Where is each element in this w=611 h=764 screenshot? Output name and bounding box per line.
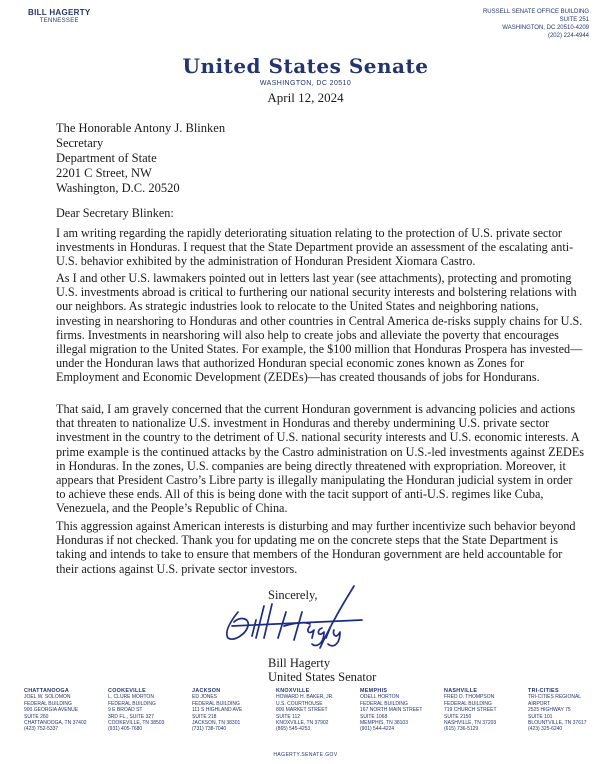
recipient-address: [56, 121, 225, 196]
office-line: FEDERAL BUILDING: [108, 700, 156, 707]
office-line: (423) 325-6240: [528, 726, 563, 733]
office-city: CHATTANOOGA: [24, 688, 70, 694]
letterhead-title: United States Senate: [182, 54, 429, 78]
office-line: FRED D. THOMPSON: [444, 694, 495, 701]
office-line: HOWARD H. BAKER, JR.: [276, 694, 334, 701]
salutation: Dear Secretary Blinken:: [56, 206, 174, 220]
office-line: BLOUNTVILLE, TN 37617: [528, 720, 587, 727]
office-line: SUITE 112: [276, 713, 301, 720]
office-line: L. CLURE MORTON: [108, 694, 154, 701]
paragraph-text: As I and other U.S. lawmakers pointed out in letters last year (see attachments), protecting and promoting U.S. investments abroad is critical to furthering our national security interests and bolstering relations with our neighbors. As strategic industries look to relocate to the United States and neighboring nations, investing in nearshoring to Honduras and other countries in Central America de-risks supply chains for U.S. firms. Investments in nearshoring will also help to create jobs and alleviate the poverty that encourages illegal migration to the United States. For example, the $100 million that Honduras Prospera has invested—under the Honduran laws that authorized Honduran special economic zones known as Zones for Employment and Economic Development (ZEDEs)—has created thousands of jobs for Hondurans.: [56, 271, 583, 385]
office-line: JOEL W. SOLOMON: [24, 694, 71, 701]
office-line: ED JONES: [192, 694, 218, 701]
office-block: [192, 688, 268, 733]
letterhead-city: WASHINGTON, DC 20510: [259, 80, 352, 87]
office-city: KNOXVILLE: [276, 688, 310, 694]
senator-header: [28, 8, 91, 24]
office-line: (901) 544-4224: [360, 726, 395, 733]
recipient-line: Secretary: [56, 136, 104, 150]
office-line: SUITE 101: [528, 713, 553, 720]
office-city: MEMPHIS: [360, 688, 388, 694]
paragraph-text: This aggression against American interests is disturbing and may further incentivize such behavior beyond Honduras if not checked. Thank you for updating me on the concrete steps that the State Department is taking and intends to take to ensure that members of the Honduran government are held accountable for their actions against U.S. private sector investors.: [56, 519, 576, 576]
office-line: CHATTANOOGA, TN 37402: [24, 720, 87, 727]
recipient-line: 2201 C Street, NW: [56, 166, 152, 180]
office-line: ODELL HORTON: [360, 694, 400, 701]
signature-drawing: [212, 582, 372, 652]
paragraph-text: I am writing regarding the rapidly deteriorating situation relating to the protection of U.S. private sector investments in Honduras. I request that the State Department provide an assessment of the escalating anti-U.S. behavior exhibited by the administration of Honduran President Xiomara Castro.: [56, 226, 574, 269]
paragraph-text: That said, I am gravely concerned that the current Honduran government is advancing policies and actions that threaten to nationalize U.S. investment in Honduras and thereby undermining U.S. private sector investment in the country to the detriment of U.S. national security interests and U.S. economic interests. A prime example is the continued attacks by the Castro administration on U.S.-led investments against ZEDEs in Honduras. In the zones, U.S. companies are being directly threatened with expropriation. Moreover, it appears that President Castro’s Libre party is illegally manipulating the Honduran judicial system in order to achieve these ends. All of this is being done with the tacit support of anti-U.S. regimes like Cuba, Venezuela, and the People’s Republic of China.: [56, 402, 585, 516]
office-line: COOKEVILLE, TN 38503: [108, 720, 165, 727]
signer-name: Bill Hagerty: [268, 656, 331, 670]
office-block: [276, 688, 352, 733]
letter-paragraph: [56, 226, 584, 269]
office-line: TRI-CITIES REGIONAL: [528, 694, 582, 701]
state-offices: [24, 688, 604, 733]
office-line: FEDERAL BUILDING: [24, 700, 72, 707]
signature: [212, 582, 372, 657]
dc-office-line: WASHINGTON, DC 20510-4209: [502, 25, 589, 31]
office-line: 9 E BROAD ST: [108, 707, 143, 714]
office-line: FEDERAL BUILDING: [444, 700, 492, 707]
office-city: NASHVILLE: [444, 688, 478, 694]
closing: Sincerely,: [268, 588, 318, 602]
office-line: 719 CHURCH STREET: [444, 707, 497, 714]
office-line: MEMPHIS, TN 38103: [360, 720, 408, 727]
office-line: 2525 HIGHWAY 75: [528, 707, 571, 714]
dc-office-line: (202) 224-4944: [547, 33, 589, 39]
office-line: (731) 738-7040: [192, 726, 227, 733]
office-line: (865) 545-4253: [276, 726, 311, 733]
senator-state: TENNESSEE: [39, 18, 79, 24]
dc-office-line: RUSSELL SENATE OFFICE BUILDING: [482, 9, 589, 15]
signer-title: United States Senator: [268, 670, 377, 684]
office-line: (615) 736-5129: [444, 726, 479, 733]
dc-office-address: [483, 8, 589, 40]
office-city: JACKSON: [192, 688, 221, 694]
office-line: SUITE 218: [192, 713, 217, 720]
office-line: NASHVILLE, TN 37203: [444, 720, 497, 727]
dc-office-line: SUITE 251: [559, 17, 589, 23]
office-city: COOKEVILLE: [108, 688, 147, 694]
office-line: SUITE 1068: [360, 713, 388, 720]
office-line: U.S. COURTHOUSE: [276, 700, 323, 707]
office-line: (931) 405-7680: [108, 726, 143, 733]
office-line: 800 MARKET STREET: [276, 707, 328, 714]
office-line: JACKSON, TN 38301: [192, 720, 241, 727]
office-line: SUITE 260: [24, 713, 49, 720]
senator-name: BILL HAGERTY: [28, 8, 91, 17]
recipient-line: Washington, D.C. 20520: [56, 181, 180, 195]
office-line: FEDERAL BUILDING: [192, 700, 240, 707]
office-line: (423) 752-5337: [24, 726, 59, 733]
office-line: AIRPORT: [528, 700, 551, 707]
recipient-line: Department of State: [56, 151, 157, 165]
office-line: 167 NORTH MAIN STREET: [360, 707, 423, 714]
recipient-line: The Honorable Antony J. Blinken: [56, 121, 226, 135]
office-city: TRI-CITIES: [528, 688, 559, 694]
office-block: [360, 688, 436, 733]
office-line: 111 S HIGHLAND AVE: [192, 707, 243, 714]
office-line: 3RD FL., SUITE 327: [108, 713, 154, 720]
letter-paragraph: [56, 519, 584, 576]
letter-paragraph: [56, 402, 584, 516]
website-footer: HAGERTY.SENATE.GOV: [273, 752, 338, 758]
office-line: 900 GEORGIA AVENUE: [24, 707, 79, 714]
office-block: [444, 688, 520, 733]
office-block: [528, 688, 604, 733]
office-block: [24, 688, 100, 733]
office-block: [108, 688, 184, 733]
office-line: SUITE 2150: [444, 713, 472, 720]
letter-paragraph: [56, 271, 584, 385]
office-line: FEDERAL BUILDING: [360, 700, 408, 707]
letter-date: April 12, 2024: [267, 90, 344, 105]
office-line: KNOXVILLE, TN 37902: [276, 720, 329, 727]
